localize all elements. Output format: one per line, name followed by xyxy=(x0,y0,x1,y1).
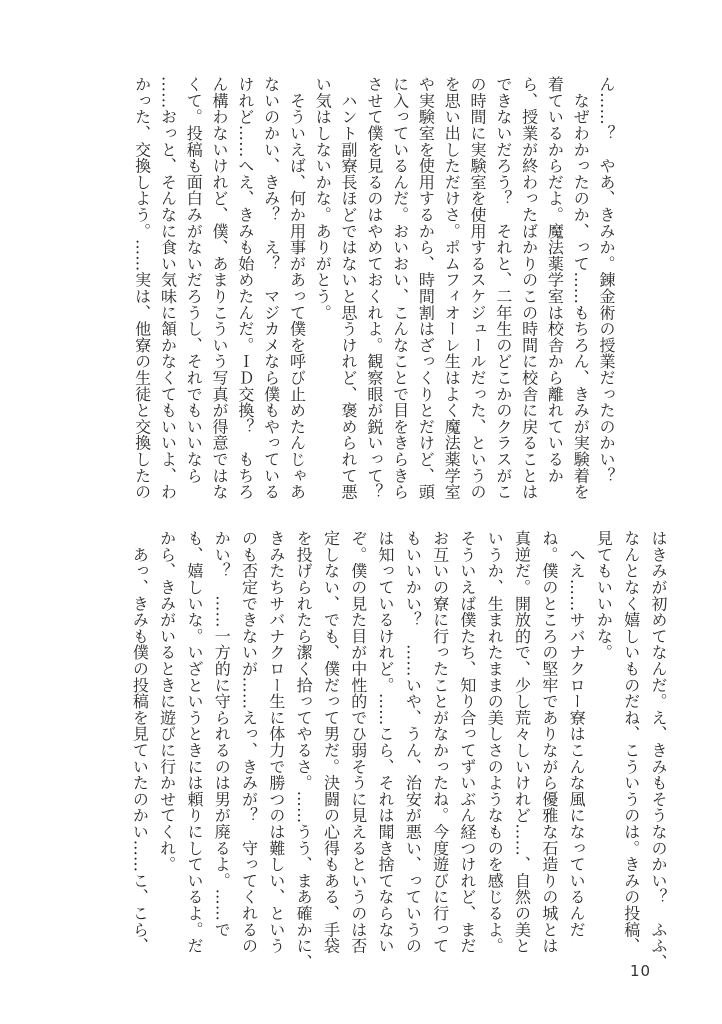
text-line: もいいかい？ ……いや、うん、治安が悪い、っていうの xyxy=(403,530,423,954)
page-number: 10 xyxy=(630,962,652,980)
text-line: はきみが初めてなんだ。え、きみもそうなのかい？ ふふ、 xyxy=(649,530,668,971)
text-line: に入っているんだ。おいおい、こんなことで目をきらきら xyxy=(390,76,410,500)
text-line: ハント副寮長ほどではないと思うけれど、褒められて悪 xyxy=(339,76,359,500)
text-line: ……おっと、そんなに食い気味に頷かなくてもいいよ、わ xyxy=(158,76,178,500)
text-line: ないのかい、きみ？ え？ マジカメなら僕もやっている xyxy=(261,76,281,500)
text-line: 着ているからだよ。魔法薬学室は校舎から離れているか xyxy=(545,76,565,484)
text-line: なぜわかったのか、って……もちろん、きみが実験着を xyxy=(571,76,591,500)
text-line: なんとなく嬉しいものだね、こういうのは。きみの投稿、 xyxy=(621,530,641,954)
text-line: を投げられたら潔く拾ってやるさ。……うう、まあ確かに、 xyxy=(294,530,314,971)
text-line: も、嬉しいな。いざというときには頼りにしているよ。だ xyxy=(184,530,204,954)
text-line: させて僕を見るのはやめておくれよ。観察眼が鋭いって？ xyxy=(364,76,384,500)
text-line: から、きみがいるときに遊びに行かせてくれ。 xyxy=(157,530,177,873)
text-line: 定しない、でも、僕だって男だ。決闘の心得もある、手袋 xyxy=(321,530,341,954)
text-line: そういえば、何か用事があって僕を呼び止めたんじゃあ xyxy=(287,76,307,500)
text-line: そういえば僕たち、知り合ってずいぶん経つけれど、まだ xyxy=(457,530,477,954)
text-line: かい？ ……一方的に守られるのは男が廃るよ。……で xyxy=(212,530,232,938)
text-line: 真逆だ。開放的で、少し荒々しいけれど……、自然の美と xyxy=(512,530,532,954)
text-line: ん……？ やあ、きみか。錬金術の授業だったのかい？ xyxy=(597,76,616,484)
text-line: けれど……へえ、きみも始めたんだ。ＩＤ交換？ もちろ xyxy=(235,76,255,500)
text-line: くて。投稿も面白みがないだろうし、それでもいいなら xyxy=(184,76,204,484)
text-block-top xyxy=(127,76,619,500)
text-line: ん構わないけれど、僕、あまりこういう写真が得意ではな xyxy=(210,76,230,500)
text-line: できないだろう？ それと、二年生のどこかのクラスがこ xyxy=(493,76,513,500)
text-line: や実験室を使用するから、時間割はざっくりとだけど、頭 xyxy=(416,76,436,500)
text-line: きみたちサバナクロー生に体力で勝つのは難しい、という xyxy=(266,530,286,954)
text-line: ぞ。僕の見た目が中性的でひ弱そうに見えるというのは否 xyxy=(348,530,368,954)
text-line: お互いの寮に行ったことがなかったね。今度遊びに行って xyxy=(430,530,450,954)
text-line: 見てもいいかな。 xyxy=(594,530,614,661)
text-line: を思い出しただけさ。ポムフィオーレ生はよく魔法薬学室 xyxy=(442,76,462,500)
text-line: のも否定できないが……えっ、きみが？ 守ってくれるの xyxy=(239,530,259,954)
text-line: へえ……サバナクロー寮はこんな風になっているんだ xyxy=(567,530,587,938)
text-line: かった、交換しよう。……実は、他寮の生徒と交換したの xyxy=(132,76,152,500)
text-line: いうか、生まれたままの美しさのようなものを感じるよ。 xyxy=(485,530,505,954)
text-line: は知っているけれど。……こら、それは聞き捨てならない xyxy=(376,530,396,954)
text-line: ら、授業が終わったばかりのこの時間に校舎に戻ることは xyxy=(519,76,539,500)
text-line: の時間に実験室を使用するスケジュールだった、というの xyxy=(468,76,488,500)
text-line: ね。僕のところの堅牢でありながら優雅な石造りの城とは xyxy=(539,530,559,954)
text-line: い気はしないかな。ありがとう。 xyxy=(313,76,333,321)
text-line: あっ、きみも僕の投稿を見ていたのかい……こ、こら、 xyxy=(130,530,150,954)
